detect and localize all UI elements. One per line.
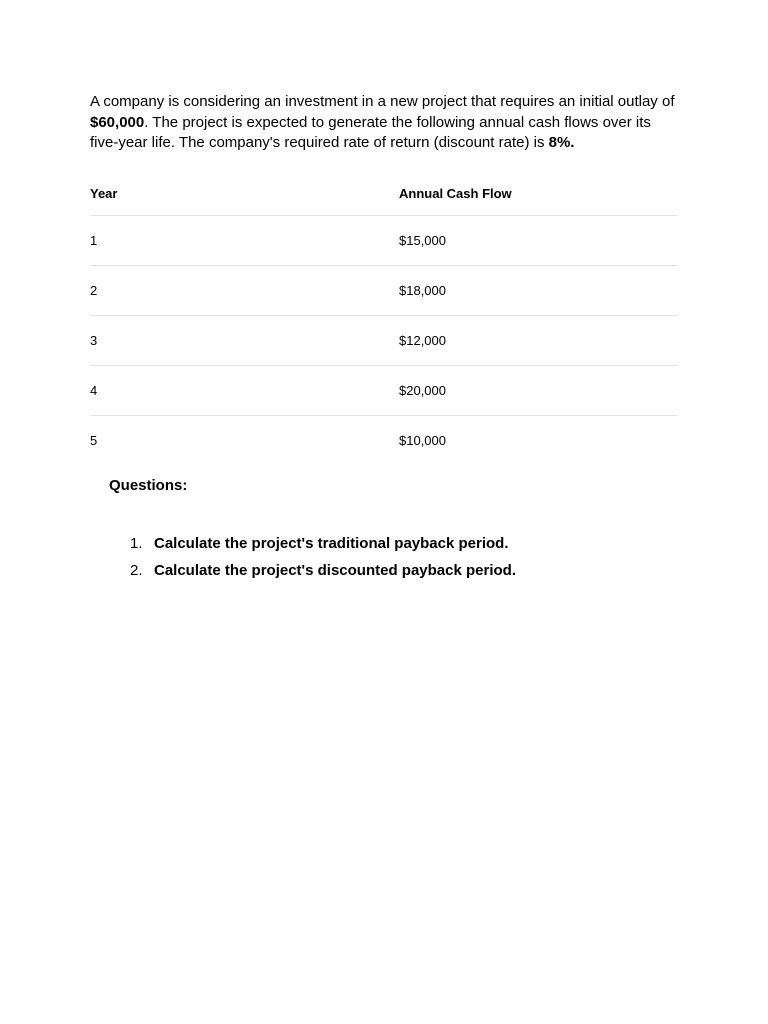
table-row — [90, 366, 678, 416]
table-row — [90, 416, 678, 466]
intro-text-2: . The project is expected to generate the following annual cash flows over its five-year life. The company's required rate of return (discount rate) is — [90, 113, 651, 151]
year-cell: 2 — [90, 266, 399, 316]
table-row — [90, 216, 678, 266]
initial-outlay: $60,000 — [90, 113, 145, 131]
question-number: 2. — [130, 562, 143, 579]
year-cell: 3 — [90, 316, 399, 366]
cash-flow-cell: $18,000 — [399, 266, 678, 316]
year-cell: 1 — [90, 216, 399, 266]
question-text: Calculate the project's discounted payback period. — [154, 562, 516, 579]
year-cell: 4 — [90, 366, 399, 416]
column-header-year: Year — [90, 172, 399, 216]
question-number: 1. — [130, 535, 143, 552]
intro-text-1: A company is considering an investment in a new project that requires an initial outlay of — [90, 93, 675, 110]
cash-flow-table — [90, 172, 678, 465]
questions-list — [130, 533, 516, 587]
table-header-row — [90, 172, 678, 216]
year-cell: 5 — [90, 433, 98, 448]
cash-flow-cell: $12,000 — [399, 316, 678, 366]
cash-flow-cell: $20,000 — [399, 366, 678, 416]
table-row — [90, 316, 678, 366]
table-row — [90, 266, 678, 316]
cash-flow-cell: $10,000 — [399, 433, 446, 448]
column-header-annual-cash-flow: Annual Cash Flow — [399, 172, 678, 216]
cash-flow-cell: $15,000 — [399, 216, 678, 266]
list-item — [130, 560, 516, 587]
questions-heading: Questions: — [109, 477, 188, 494]
list-item — [130, 533, 516, 560]
question-text: Calculate the project's traditional payback period. — [154, 535, 509, 552]
problem-statement — [90, 92, 680, 154]
discount-rate: 8%. — [548, 134, 575, 151]
